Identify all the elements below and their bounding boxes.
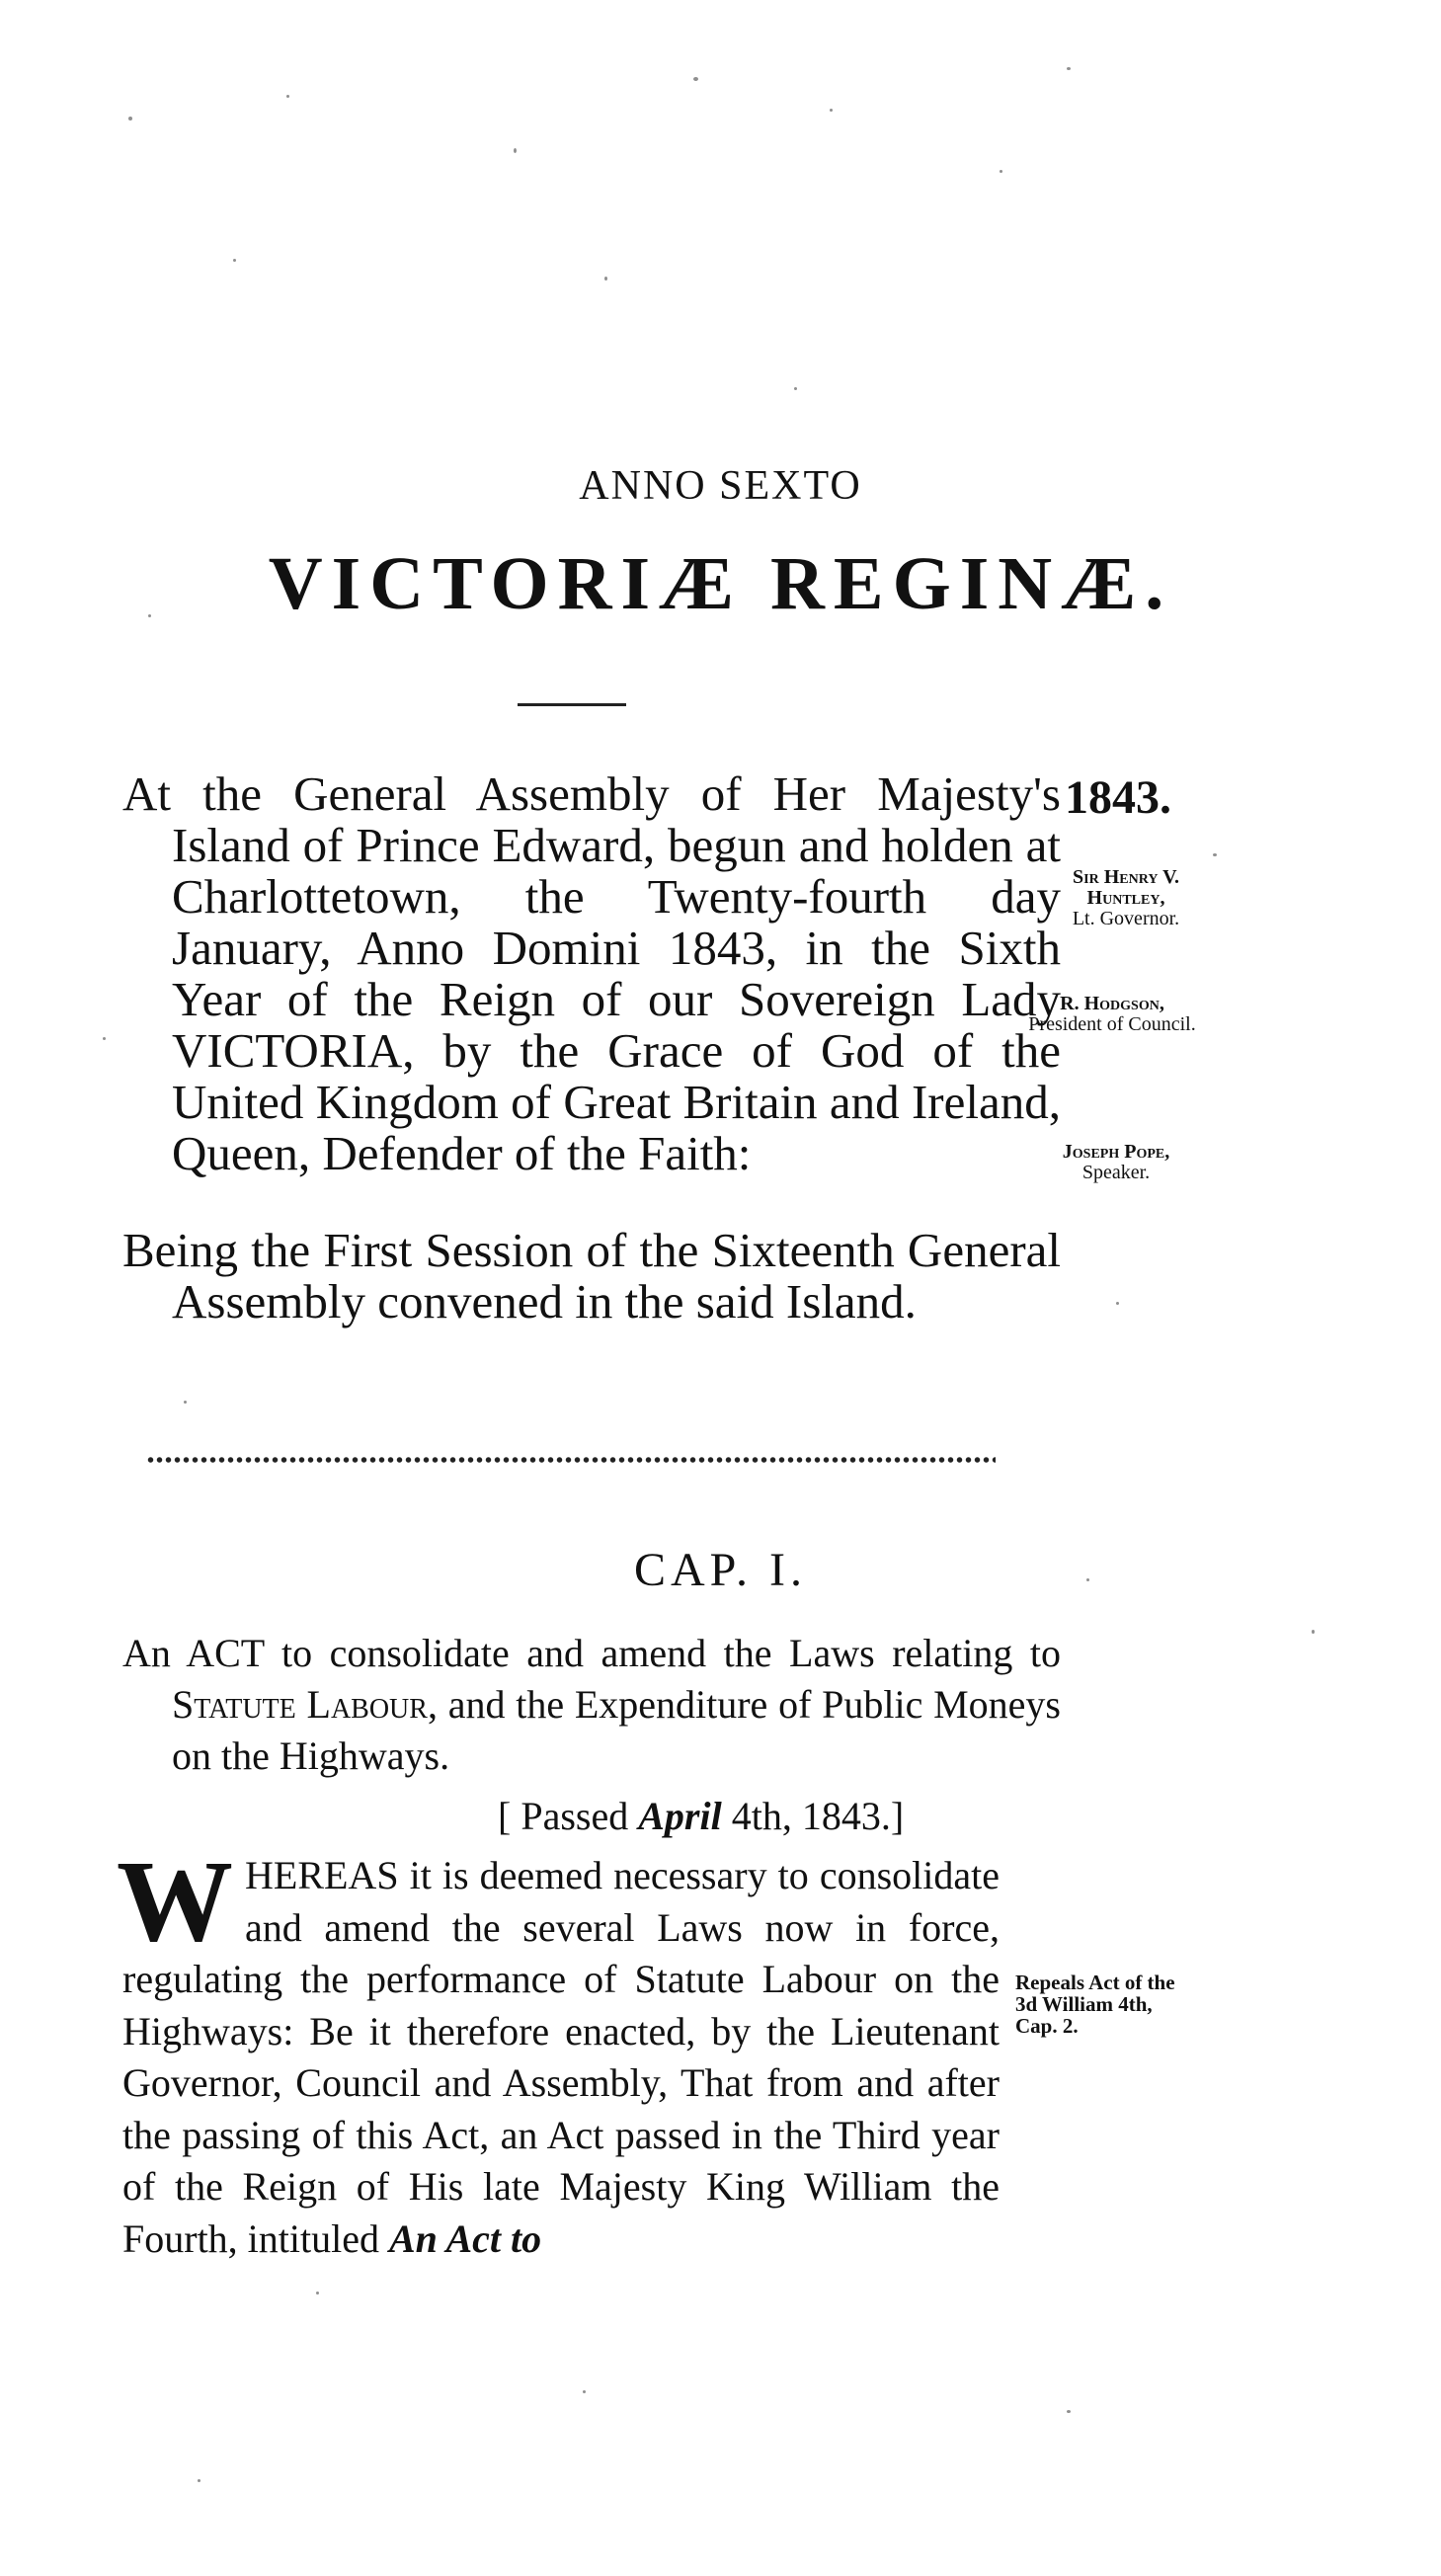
act-title xyxy=(122,1628,1061,1782)
year-sidenote: 1843. xyxy=(1065,771,1171,824)
title-divider xyxy=(518,703,626,706)
act-body xyxy=(117,1836,1000,2265)
chapter-heading: CAP. I. xyxy=(633,1544,808,1596)
president-title: President of Council. xyxy=(1028,1013,1196,1035)
regnal-title: VICTORIÆ REGINÆ. xyxy=(268,542,1173,625)
passed-day: 4th, 1843.] xyxy=(721,1794,905,1838)
governor-title: Lt. Governor. xyxy=(1072,908,1180,929)
act-title-part-1: An ACT to consolidate and amend the Laws relating to xyxy=(122,1631,1061,1675)
act-body-italic: An Act to xyxy=(389,2215,542,2261)
repeal-margin-note: Repeals Act of the 3d William 4th, Cap. 2. xyxy=(1015,1971,1175,2038)
act-body-text: HEREAS it is deemed necessary to consolidate and amend the several Laws now in force, regulating the performance of Statute Labour on the Highways: Be it therefore enacted, by the Lieutenant Governor, Council and Assembly, That from and after the passing of this Act, an Act passed in the Third year of the Reign of His late Majesty King William the Fourth, intituled xyxy=(122,1853,1000,2261)
passed-month: April xyxy=(638,1794,722,1838)
anno-heading: ANNO SEXTO xyxy=(579,463,862,509)
speaker-sidenote xyxy=(1027,1142,1205,1183)
drop-cap: W xyxy=(117,1836,233,1966)
governor-name: Sir Henry V. Huntley, xyxy=(1073,866,1179,909)
act-title-part-2: , and the Expenditure of Public Moneys on the Highways. xyxy=(172,1682,1061,1778)
act-title-smallcaps: Statute Labour xyxy=(172,1682,428,1727)
preamble-text: At the General Assembly of Her Majesty's Island of Prince Edward, begun and holden at Charlottetown, the Twenty-fourth day January, Anno Domini 1843, in the Sixth Year of the Reign of our Sovereign Lady VICTORIA, by the Grace of God of the United Kingdom of Great Britain and Ireland, Queen, Defender of the Faith: xyxy=(122,766,1061,1180)
ornamental-rule xyxy=(146,1454,996,1466)
passed-label: [ Passed xyxy=(498,1794,639,1838)
president-sidenote xyxy=(1023,994,1201,1035)
speaker-title: Speaker. xyxy=(1081,1162,1151,1183)
governor-sidenote xyxy=(1037,867,1215,929)
session-text: Being the First Session of the Sixteenth General Assembly convened in the said Island. xyxy=(122,1223,1061,1328)
passed-date xyxy=(498,1793,904,1839)
speaker-name: Joseph Pope, xyxy=(1062,1141,1170,1163)
president-name: R. Hodgson, xyxy=(1060,993,1164,1014)
